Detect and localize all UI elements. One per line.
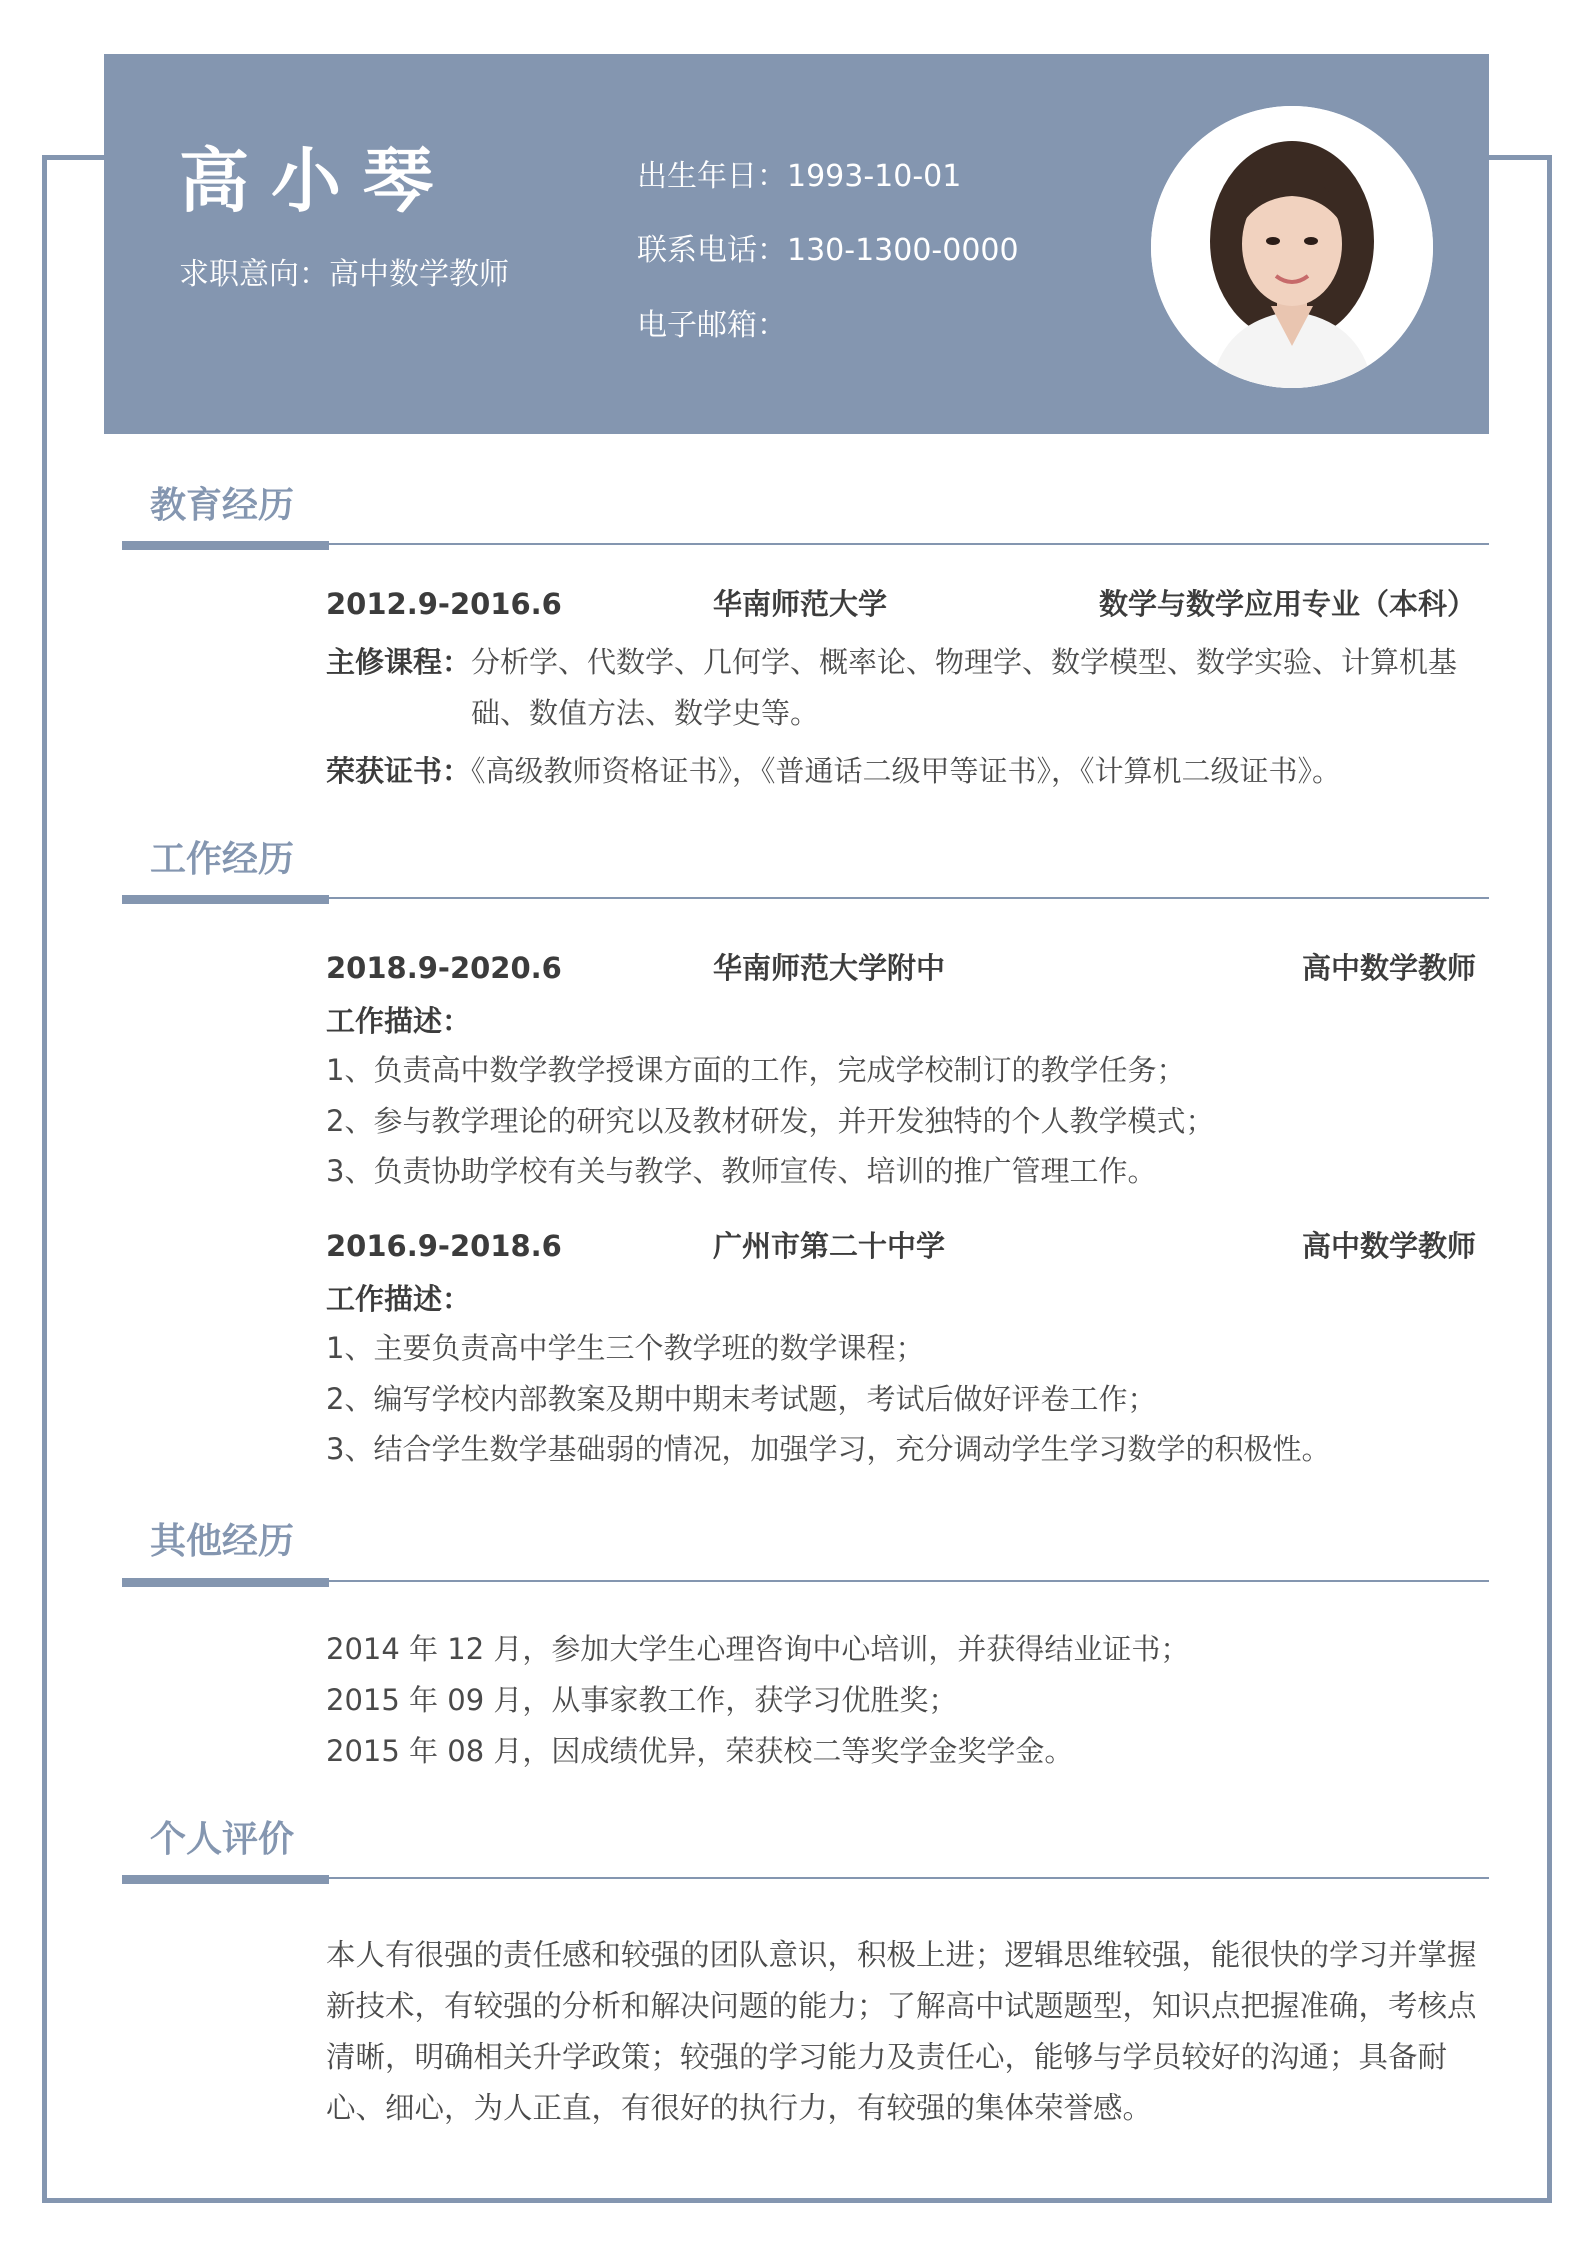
section-title-evaluation: 个人评价	[150, 1819, 295, 1860]
job-desc-label: 工作描述：	[326, 1004, 472, 1038]
section-accent-bar	[122, 541, 329, 550]
section-accent-bar	[122, 1578, 329, 1587]
education-period: 2012.9-2016.6	[326, 587, 562, 621]
email-address: 电子邮箱：	[637, 308, 787, 343]
other-item: 2014 年 12 月，参加大学生心理咨询中心培训，并获得结业证书；	[326, 1632, 1190, 1666]
section-title-education: 教育经历	[150, 485, 295, 526]
job-desc-label: 工作描述：	[326, 1282, 472, 1316]
birth-date: 出生年日：1993-10-01	[637, 159, 962, 194]
certificates-text: 《高级教师资格证书》，《普通话二级甲等证书》，《计算机二级证书》。	[471, 754, 1342, 788]
section-title-other: 其他经历	[150, 1521, 295, 1562]
education-major: 数学与数学应用专业（本科）	[1098, 587, 1476, 621]
section-accent-bar	[122, 895, 329, 904]
job-desc-item: 3、结合学生数学基础弱的情况，加强学习，充分调动学生学习数学的积极性。	[326, 1432, 1331, 1466]
job-role: 高中数学教师	[1301, 951, 1476, 985]
job-period: 2016.9-2018.6	[326, 1229, 562, 1263]
courses-line-2: 础、数值方法、数学史等。	[471, 696, 820, 730]
other-item: 2015 年 08 月，因成绩优异，荣获校二等奖学金奖学金。	[326, 1734, 1074, 1768]
portrait-image	[1151, 106, 1433, 388]
job-desc-item: 1、主要负责高中学生三个教学班的数学课程；	[326, 1331, 925, 1365]
job-period: 2018.9-2020.6	[326, 951, 562, 985]
courses-line	[326, 645, 1458, 679]
other-item: 2015 年 09 月，从事家教工作，获学习优胜奖；	[326, 1683, 958, 1717]
header-banner	[104, 54, 1489, 434]
education-school: 华南师范大学	[713, 587, 888, 621]
job-org: 华南师范大学附中	[713, 951, 946, 985]
job-desc-item: 1、负责高中数学教学授课方面的工作，完成学校制订的教学任务；	[326, 1053, 1186, 1087]
job-role: 高中数学教师	[1301, 1229, 1476, 1263]
section-accent-bar	[122, 1875, 329, 1884]
job-objective: 求职意向：高中数学教师	[179, 257, 509, 292]
job-desc-item: 3、负责协助学校有关与教学、教师宣传、培训的推广管理工作。	[326, 1154, 1157, 1188]
phone-number: 联系电话：130-1300-0000	[637, 233, 1019, 268]
courses-text: 分析学、代数学、几何学、概率论、物理学、数学模型、数学实验、计算机基	[471, 645, 1458, 679]
section-title-work: 工作经历	[150, 839, 295, 880]
evaluation-text: 本人有很强的责任感和较强的团队意识，积极上进；逻辑思维较强，能很快的学习并掌握新技术，有较强的分析和解决问题的能力；了解高中试题题型，知识点把握准确，考核点清晰，明确相关升学政策；较强的学习能力及责任心，能够与学员较好的沟通；具备耐心、细心，为人正直，有很好的执行力，有较强的集体荣誉感。	[326, 1938, 1477, 2125]
certificates-label: 荣获证书：	[326, 754, 472, 788]
certificates-line	[326, 754, 1342, 788]
courses-label: 主修课程：	[326, 645, 472, 679]
job-org: 广州市第二十中学	[713, 1229, 946, 1263]
profile-photo	[1151, 106, 1433, 388]
candidate-name: 高小琴	[179, 140, 455, 222]
job-desc-item: 2、参与教学理论的研究以及教材研发，并开发独特的个人教学模式；	[326, 1104, 1215, 1138]
job-desc-item: 2、编写学校内部教案及期中期末考试题，考试后做好评卷工作；	[326, 1382, 1157, 1416]
